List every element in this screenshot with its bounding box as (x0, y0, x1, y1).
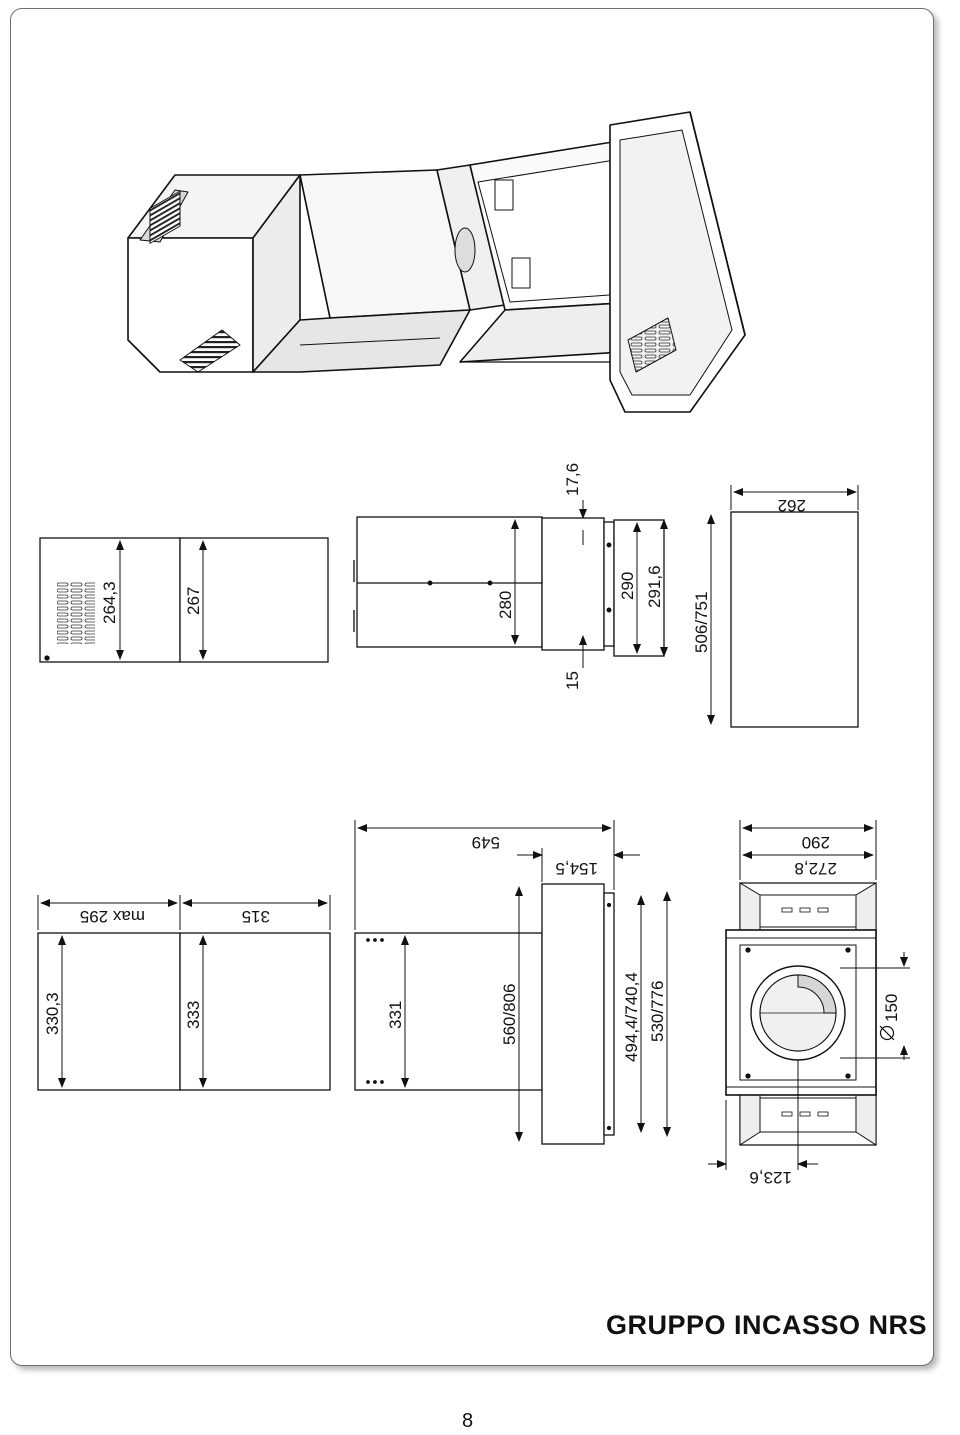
isometric-view (128, 112, 745, 412)
plan-view (38, 883, 876, 1145)
dim-506-751: 506/751 (692, 591, 711, 653)
dim-315: 315 (241, 907, 270, 926)
dim-331: 331 (386, 1000, 405, 1029)
dim-560-806: 560/806 (500, 983, 519, 1045)
dim-280: 280 (496, 590, 515, 619)
dim-150: 150 (882, 993, 901, 1022)
plan-flange (542, 884, 604, 1144)
dim-max-295: max 295 (79, 907, 145, 926)
dim-549: 549 (471, 833, 500, 852)
elevation-view-top (40, 512, 858, 727)
dim-494-740: 494,4/740,4 (622, 972, 641, 1062)
dim-290: 290 (618, 571, 637, 600)
dim-267: 267 (184, 586, 203, 615)
diameter-icon (880, 1026, 894, 1040)
dim-17-6: 17,6 (563, 462, 582, 496)
diameter-150 (880, 994, 901, 1040)
page-number: 8 (462, 1410, 474, 1432)
vent-grille (57, 582, 95, 644)
dim-154-5: 154,5 (555, 859, 598, 878)
page-title: GRUPPO INCASSO NRS (606, 1310, 928, 1340)
dim-264-3: 264,3 (100, 581, 119, 624)
dim-15: 15 (563, 671, 582, 690)
dim-123-6: 123,6 (749, 1168, 792, 1187)
dim-290-plan: 290 (801, 833, 830, 852)
dim-291-6: 291,6 (645, 565, 664, 608)
dim-330-3: 330,3 (43, 992, 62, 1035)
dim-333: 333 (184, 1000, 203, 1029)
box-280 (357, 517, 542, 647)
dim-262: 262 (777, 496, 806, 515)
dim-530-776: 530/776 (648, 980, 667, 1042)
front-panel (731, 512, 858, 727)
dim-272-8: 272,8 (794, 859, 837, 878)
front-view-fan (726, 883, 876, 1145)
